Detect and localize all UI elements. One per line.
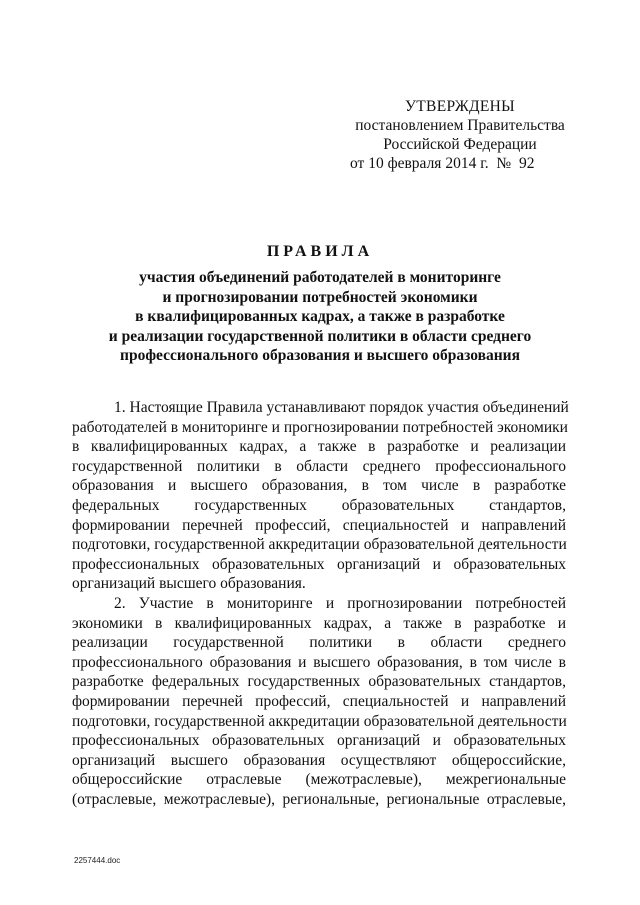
subtitle-line: участия объединений работодателей в мониторинге xyxy=(139,269,501,286)
approval-issuer: Российской Федерации xyxy=(383,136,537,153)
subtitle-line: в квалифицированных кадрах, а также в разработке xyxy=(135,308,505,325)
document-title: ПРАВИЛА xyxy=(266,243,374,260)
text-line: в квалифицированных кадрах, а также в разработке и реализации xyxy=(72,438,566,456)
text-line: экономики в квалифицированных кадрах, а также в разработке и xyxy=(72,614,566,632)
text-line: подготовки, государственной аккредитации образовательной деятельности xyxy=(72,536,567,554)
text-line: формировании перечней профессий, специальностей и направлений xyxy=(72,516,566,534)
text-line: 2. Участие в мониторинге и прогнозировании потребностей xyxy=(114,594,566,612)
text-line: профессиональных образовательных организаций и образовательных xyxy=(72,732,566,750)
paragraph-1 xyxy=(72,398,569,594)
text-line: организаций высшего образования осуществляют общероссийские, xyxy=(72,751,566,769)
document-body xyxy=(72,398,569,809)
paragraph-2 xyxy=(72,594,566,810)
text-line: профессиональных образовательных организаций и образовательных xyxy=(72,555,566,573)
text-line: разработке федеральных государственных образовательных стандартов, xyxy=(72,673,566,691)
text-line: профессионального образования и высшего образования, в том числе в xyxy=(72,653,566,671)
text-line: формировании перечней профессий, специальностей и направлений xyxy=(72,692,566,710)
text-line: 1. Настоящие Правила устанавливают порядок участия объединений xyxy=(114,399,569,416)
text-line: реализации государственной политики в области среднего xyxy=(72,634,566,652)
subtitle-line: профессионального образования и высшего образования xyxy=(120,347,520,364)
approval-decree-date: от 10 февраля 2014 г. № 92 xyxy=(350,155,535,172)
subtitle-line: и прогнозировании потребностей экономики xyxy=(162,288,478,306)
approval-decree-type: постановлением Правительства xyxy=(355,117,565,134)
document-subtitle xyxy=(60,268,580,366)
text-line: организаций высшего образования. xyxy=(72,575,306,593)
text-line: работодателей в мониторинге и прогнозировании потребностей экономики xyxy=(72,418,568,436)
text-line: федеральных государственных образовательных стандартов, xyxy=(72,496,566,514)
approval-block xyxy=(340,97,580,173)
text-line: образования и высшего образования, в том числе в разработке xyxy=(72,477,566,495)
subtitle-line: и реализации государственной политики в области среднего xyxy=(108,327,532,345)
text-line: общероссийские отраслевые (межотраслевые), межрегиональные xyxy=(72,771,566,789)
text-line: подготовки, государственной аккредитации образовательной деятельности xyxy=(72,712,567,730)
footer-file-name: 2257444.doc xyxy=(74,856,121,865)
approval-heading: УТВЕРЖДЕНЫ xyxy=(405,98,515,115)
text-line: государственной политики в области среднего профессионального xyxy=(72,457,566,475)
text-line: (отраслевые, межотраслевые), региональные, региональные отраслевые, xyxy=(72,790,566,808)
